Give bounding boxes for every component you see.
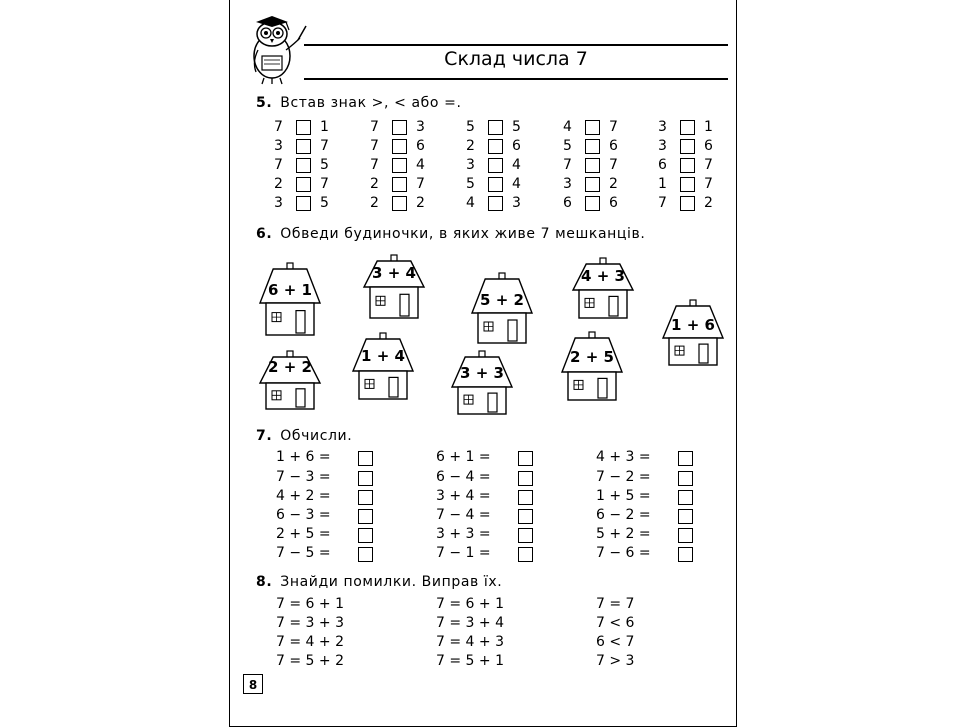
comparison-left: 2 (370, 176, 379, 192)
answer-box[interactable] (296, 139, 311, 154)
comparison-right: 5 (512, 119, 521, 135)
equation: 7 = 3 + 4 (436, 615, 504, 631)
calc-expression: 4 + 3 = (596, 449, 651, 465)
calc-expression: 7 − 1 = (436, 545, 491, 561)
title-top-rule (304, 44, 728, 46)
answer-box[interactable] (518, 547, 533, 562)
house[interactable] (351, 331, 415, 401)
calc-expression: 6 + 1 = (436, 449, 491, 465)
comparison-left: 3 (658, 119, 667, 135)
answer-box[interactable] (585, 120, 600, 135)
answer-box[interactable] (680, 196, 695, 211)
house-label: 1 + 4 (361, 347, 405, 365)
answer-box[interactable] (585, 177, 600, 192)
equation: 7 = 5 + 2 (276, 653, 344, 669)
comparison-right: 2 (416, 195, 425, 211)
calc-expression: 7 − 4 = (436, 507, 491, 523)
comparison-right: 7 (704, 157, 713, 173)
comparison-right: 6 (416, 138, 425, 154)
equation: 7 = 4 + 2 (276, 634, 344, 650)
task6-heading (256, 226, 645, 242)
comparison-left: 7 (274, 157, 283, 173)
comparison-left: 5 (466, 119, 475, 135)
task7-heading (256, 428, 352, 444)
comparison-right: 1 (704, 119, 713, 135)
house-label: 1 + 6 (671, 316, 715, 334)
task8-text: Знайди помилки. Виправ їх. (280, 574, 503, 590)
task7-number: 7. (256, 428, 273, 444)
calc-expression: 3 + 4 = (436, 488, 491, 504)
house-label: 6 + 1 (268, 281, 312, 299)
house[interactable] (571, 256, 635, 320)
comparison-left: 6 (658, 157, 667, 173)
comparison-left: 4 (466, 195, 475, 211)
comparison-right: 6 (512, 138, 521, 154)
answer-box[interactable] (678, 451, 693, 466)
task8-number: 8. (256, 574, 273, 590)
comparison-right: 7 (320, 176, 329, 192)
answer-box[interactable] (358, 451, 373, 466)
comparison-right: 2 (704, 195, 713, 211)
house-label: 5 + 2 (480, 291, 524, 309)
comparison-left: 3 (466, 157, 475, 173)
answer-box[interactable] (358, 547, 373, 562)
calc-expression: 4 + 2 = (276, 488, 331, 504)
answer-box[interactable] (392, 139, 407, 154)
calc-expression: 5 + 2 = (596, 526, 651, 542)
answer-box[interactable] (392, 158, 407, 173)
answer-box[interactable] (392, 177, 407, 192)
comparison-right: 5 (320, 157, 329, 173)
answer-box[interactable] (518, 471, 533, 486)
house[interactable] (258, 261, 322, 337)
answer-box[interactable] (680, 158, 695, 173)
house[interactable] (362, 253, 426, 320)
comparison-left: 6 (563, 195, 572, 211)
task6-text: Обведи будиночки, в яких живе 7 мешканців. (280, 226, 646, 242)
comparison-left: 1 (658, 176, 667, 192)
answer-box[interactable] (680, 120, 695, 135)
equation: 7 = 3 + 3 (276, 615, 344, 631)
calc-expression: 2 + 5 = (276, 526, 331, 542)
calc-expression: 3 + 3 = (436, 526, 491, 542)
comparison-left: 2 (370, 195, 379, 211)
comparison-left: 7 (658, 195, 667, 211)
house-label: 2 + 2 (268, 358, 312, 376)
comparison-right: 7 (704, 176, 713, 192)
answer-box[interactable] (296, 120, 311, 135)
comparison-right: 6 (704, 138, 713, 154)
answer-box[interactable] (585, 196, 600, 211)
equation: 7 < 6 (596, 615, 635, 631)
calc-expression: 7 − 2 = (596, 469, 651, 485)
comparison-right: 6 (609, 195, 618, 211)
task5-text: Встав знак >, < або =. (280, 95, 462, 111)
answer-box[interactable] (296, 158, 311, 173)
house-label: 4 + 3 (581, 267, 625, 285)
house[interactable] (470, 271, 534, 345)
answer-box[interactable] (518, 451, 533, 466)
comparison-left: 4 (563, 119, 572, 135)
page-number: 8 (243, 674, 263, 694)
house-label: 3 + 3 (460, 364, 504, 382)
comparison-left: 2 (466, 138, 475, 154)
comparison-right: 4 (512, 157, 521, 173)
equation: 7 = 6 + 1 (276, 596, 344, 612)
comparison-left: 7 (370, 138, 379, 154)
answer-box[interactable] (392, 120, 407, 135)
comparison-right: 4 (512, 176, 521, 192)
answer-box[interactable] (678, 471, 693, 486)
answer-box[interactable] (518, 528, 533, 543)
equation: 7 = 4 + 3 (436, 634, 504, 650)
task8-heading (256, 574, 502, 590)
answer-box[interactable] (585, 158, 600, 173)
equation: 7 = 6 + 1 (436, 596, 504, 612)
comparison-right: 1 (320, 119, 329, 135)
comparison-right: 7 (609, 157, 618, 173)
house[interactable] (661, 298, 725, 367)
comparison-left: 5 (466, 176, 475, 192)
answer-box[interactable] (358, 509, 373, 524)
comparison-right: 7 (320, 138, 329, 154)
answer-box[interactable] (296, 177, 311, 192)
answer-box[interactable] (488, 139, 503, 154)
answer-box[interactable] (358, 528, 373, 543)
task6-number: 6. (256, 226, 273, 242)
answer-box[interactable] (488, 196, 503, 211)
answer-box[interactable] (680, 139, 695, 154)
comparison-right: 5 (320, 195, 329, 211)
answer-box[interactable] (296, 196, 311, 211)
comparison-right: 7 (416, 176, 425, 192)
task5-number: 5. (256, 95, 273, 111)
calc-expression: 6 − 2 = (596, 507, 651, 523)
comparison-left: 7 (563, 157, 572, 173)
comparison-left: 7 (274, 119, 283, 135)
answer-box[interactable] (678, 528, 693, 543)
house-label: 3 + 4 (372, 264, 416, 282)
comparison-right: 2 (609, 176, 618, 192)
house-label: 2 + 5 (570, 348, 614, 366)
equation: 6 < 7 (596, 634, 635, 650)
equation: 7 > 3 (596, 653, 635, 669)
answer-box[interactable] (358, 490, 373, 505)
house[interactable] (258, 349, 322, 411)
answer-box[interactable] (678, 547, 693, 562)
equation: 7 = 7 (596, 596, 635, 612)
comparison-left: 2 (274, 176, 283, 192)
calc-expression: 6 − 4 = (436, 469, 491, 485)
comparison-left: 3 (658, 138, 667, 154)
task5-heading (256, 95, 462, 111)
equation: 7 = 5 + 1 (436, 653, 504, 669)
comparison-right: 3 (416, 119, 425, 135)
answer-box[interactable] (488, 177, 503, 192)
answer-box[interactable] (518, 490, 533, 505)
house[interactable] (450, 349, 514, 416)
calc-expression: 1 + 6 = (276, 449, 331, 465)
comparison-right: 3 (512, 195, 521, 211)
comparison-left: 3 (563, 176, 572, 192)
answer-box[interactable] (488, 120, 503, 135)
owl-mascot-icon (242, 10, 308, 86)
comparison-left: 5 (563, 138, 572, 154)
calc-expression: 6 − 3 = (276, 507, 331, 523)
answer-box[interactable] (488, 158, 503, 173)
page-title: Склад числа 7 (444, 48, 588, 70)
answer-box[interactable] (358, 471, 373, 486)
answer-box[interactable] (680, 177, 695, 192)
calc-expression: 7 − 3 = (276, 469, 331, 485)
calc-expression: 7 − 5 = (276, 545, 331, 561)
comparison-right: 7 (609, 119, 618, 135)
answer-box[interactable] (518, 509, 533, 524)
comparison-left: 3 (274, 138, 283, 154)
comparison-right: 6 (609, 138, 618, 154)
answer-box[interactable] (678, 490, 693, 505)
calc-expression: 1 + 5 = (596, 488, 651, 504)
task7-text: Обчисли. (280, 428, 353, 444)
answer-box[interactable] (392, 196, 407, 211)
house[interactable] (560, 330, 624, 402)
calc-expression: 7 − 6 = (596, 545, 651, 561)
comparison-left: 7 (370, 157, 379, 173)
comparison-right: 4 (416, 157, 425, 173)
answer-box[interactable] (678, 509, 693, 524)
answer-box[interactable] (585, 139, 600, 154)
title-bottom-rule (304, 78, 728, 80)
comparison-left: 7 (370, 119, 379, 135)
comparison-left: 3 (274, 195, 283, 211)
